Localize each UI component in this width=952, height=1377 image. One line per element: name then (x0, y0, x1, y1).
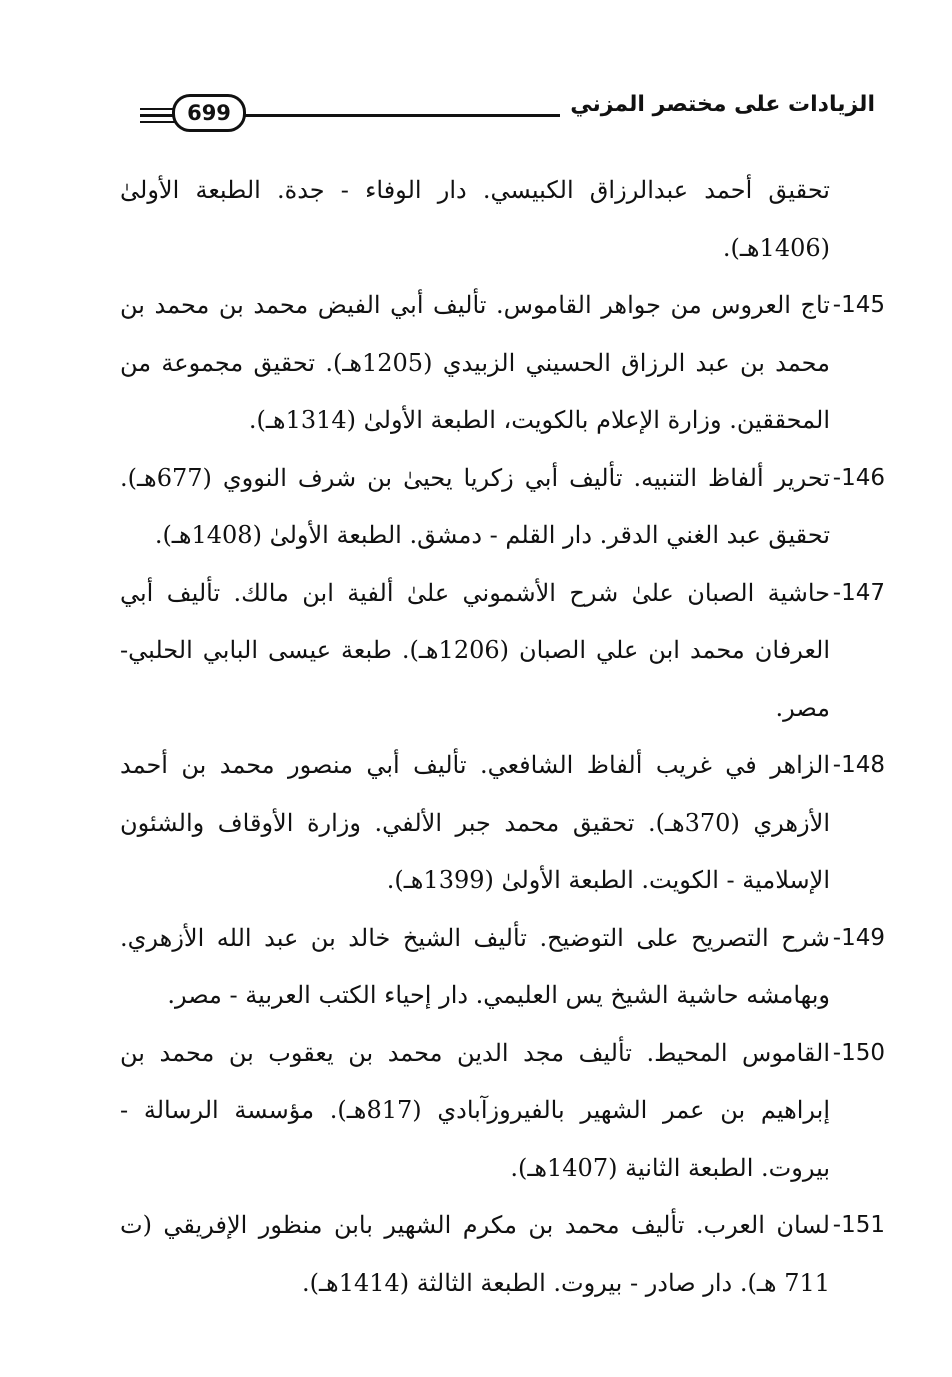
bibliography-entry-148 (120, 737, 885, 910)
bibliography-list (120, 162, 885, 1312)
entry-text: حاشية الصبان علىٰ شرح الأشموني علىٰ ألفية ابن مالك. تأليف أبي العرفان محمد ابن علي الصبان (1206هـ). طبعة عيسى البابي الحلبي- مصر. (120, 578, 831, 722)
entry-text: تاج العروس من جواهر القاموس. تأليف أبي الفيض محمد بن محمد بن محمد بن عبد الرزاق الحسيني الزبيدي (1205هـ). تحقيق مجموعة من المحققين. وزارة الإعلام بالكويت، الطبعة الأولىٰ (1314هـ). (120, 291, 830, 434)
page-number: 699 (172, 94, 246, 132)
bibliography-entry-150 (120, 1025, 885, 1198)
entry-number: 146- (832, 464, 885, 491)
bibliography-entry-151 (120, 1197, 885, 1312)
entry-number: 150- (832, 1039, 885, 1066)
bibliography-entry-147 (120, 565, 885, 738)
entry-text: شرح التصريح على التوضيح. تأليف الشيخ خالد بن عبد الله الأزهري. وبهامشه حاشية الشيخ يس العليمي. دار إحياء الكتب العربية - مصر. (120, 923, 830, 1009)
entry-number: 147- (832, 579, 885, 606)
entry-number: 148- (832, 752, 885, 778)
entry-text: الزاهر في غريب ألفاظ الشافعي. تأليف أبي منصور محمد بن أحمد الأزهري (370هـ). تحقيق محمد جبر الألفي. وزارة الأوقاف والشئون الإسلامية - الكويت. الطبعة الأولىٰ (1399هـ). (120, 751, 830, 894)
entry-number: 145- (832, 292, 885, 318)
entry-number: 149- (832, 924, 885, 951)
running-title: الزيادات على مختصر المزني (560, 90, 875, 120)
entry-text: تحقيق أحمد عبدالرزاق الكبيسي. دار الوفاء - جدة. الطبعة الأولىٰ (1406هـ). (120, 176, 830, 262)
bibliography-entry-146 (120, 450, 885, 565)
entry-number: 151- (832, 1212, 885, 1238)
entry-text: القاموس المحيط. تأليف مجد الدين محمد بن يعقوب بن محمد بن إبراهيم بن عمر الشهير بالفيروزآبادي (817هـ). مؤسسة الرسالة - بيروت. الطبعة الثانية (1407هـ). (120, 1038, 831, 1182)
entry-text: تحرير ألفاظ التنبيه. تأليف أبي زكريا يحيىٰ بن شرف النووي (677هـ). تحقيق عبد الغني الدقر. دار القلم - دمشق. الطبعة الأولىٰ (1408هـ). (120, 463, 830, 549)
bibliography-entry-145 (120, 277, 885, 450)
bibliography-entry-149 (120, 910, 885, 1025)
bibliography-entry-continued (120, 162, 885, 277)
entry-text: لسان العرب. تأليف محمد بن مكرم الشهير بابن منظور الإفريقي (ت 711 هـ). دار صادر - بيروت. الطبعة الثالثة (1414هـ). (120, 1211, 830, 1297)
page-header (140, 88, 875, 132)
